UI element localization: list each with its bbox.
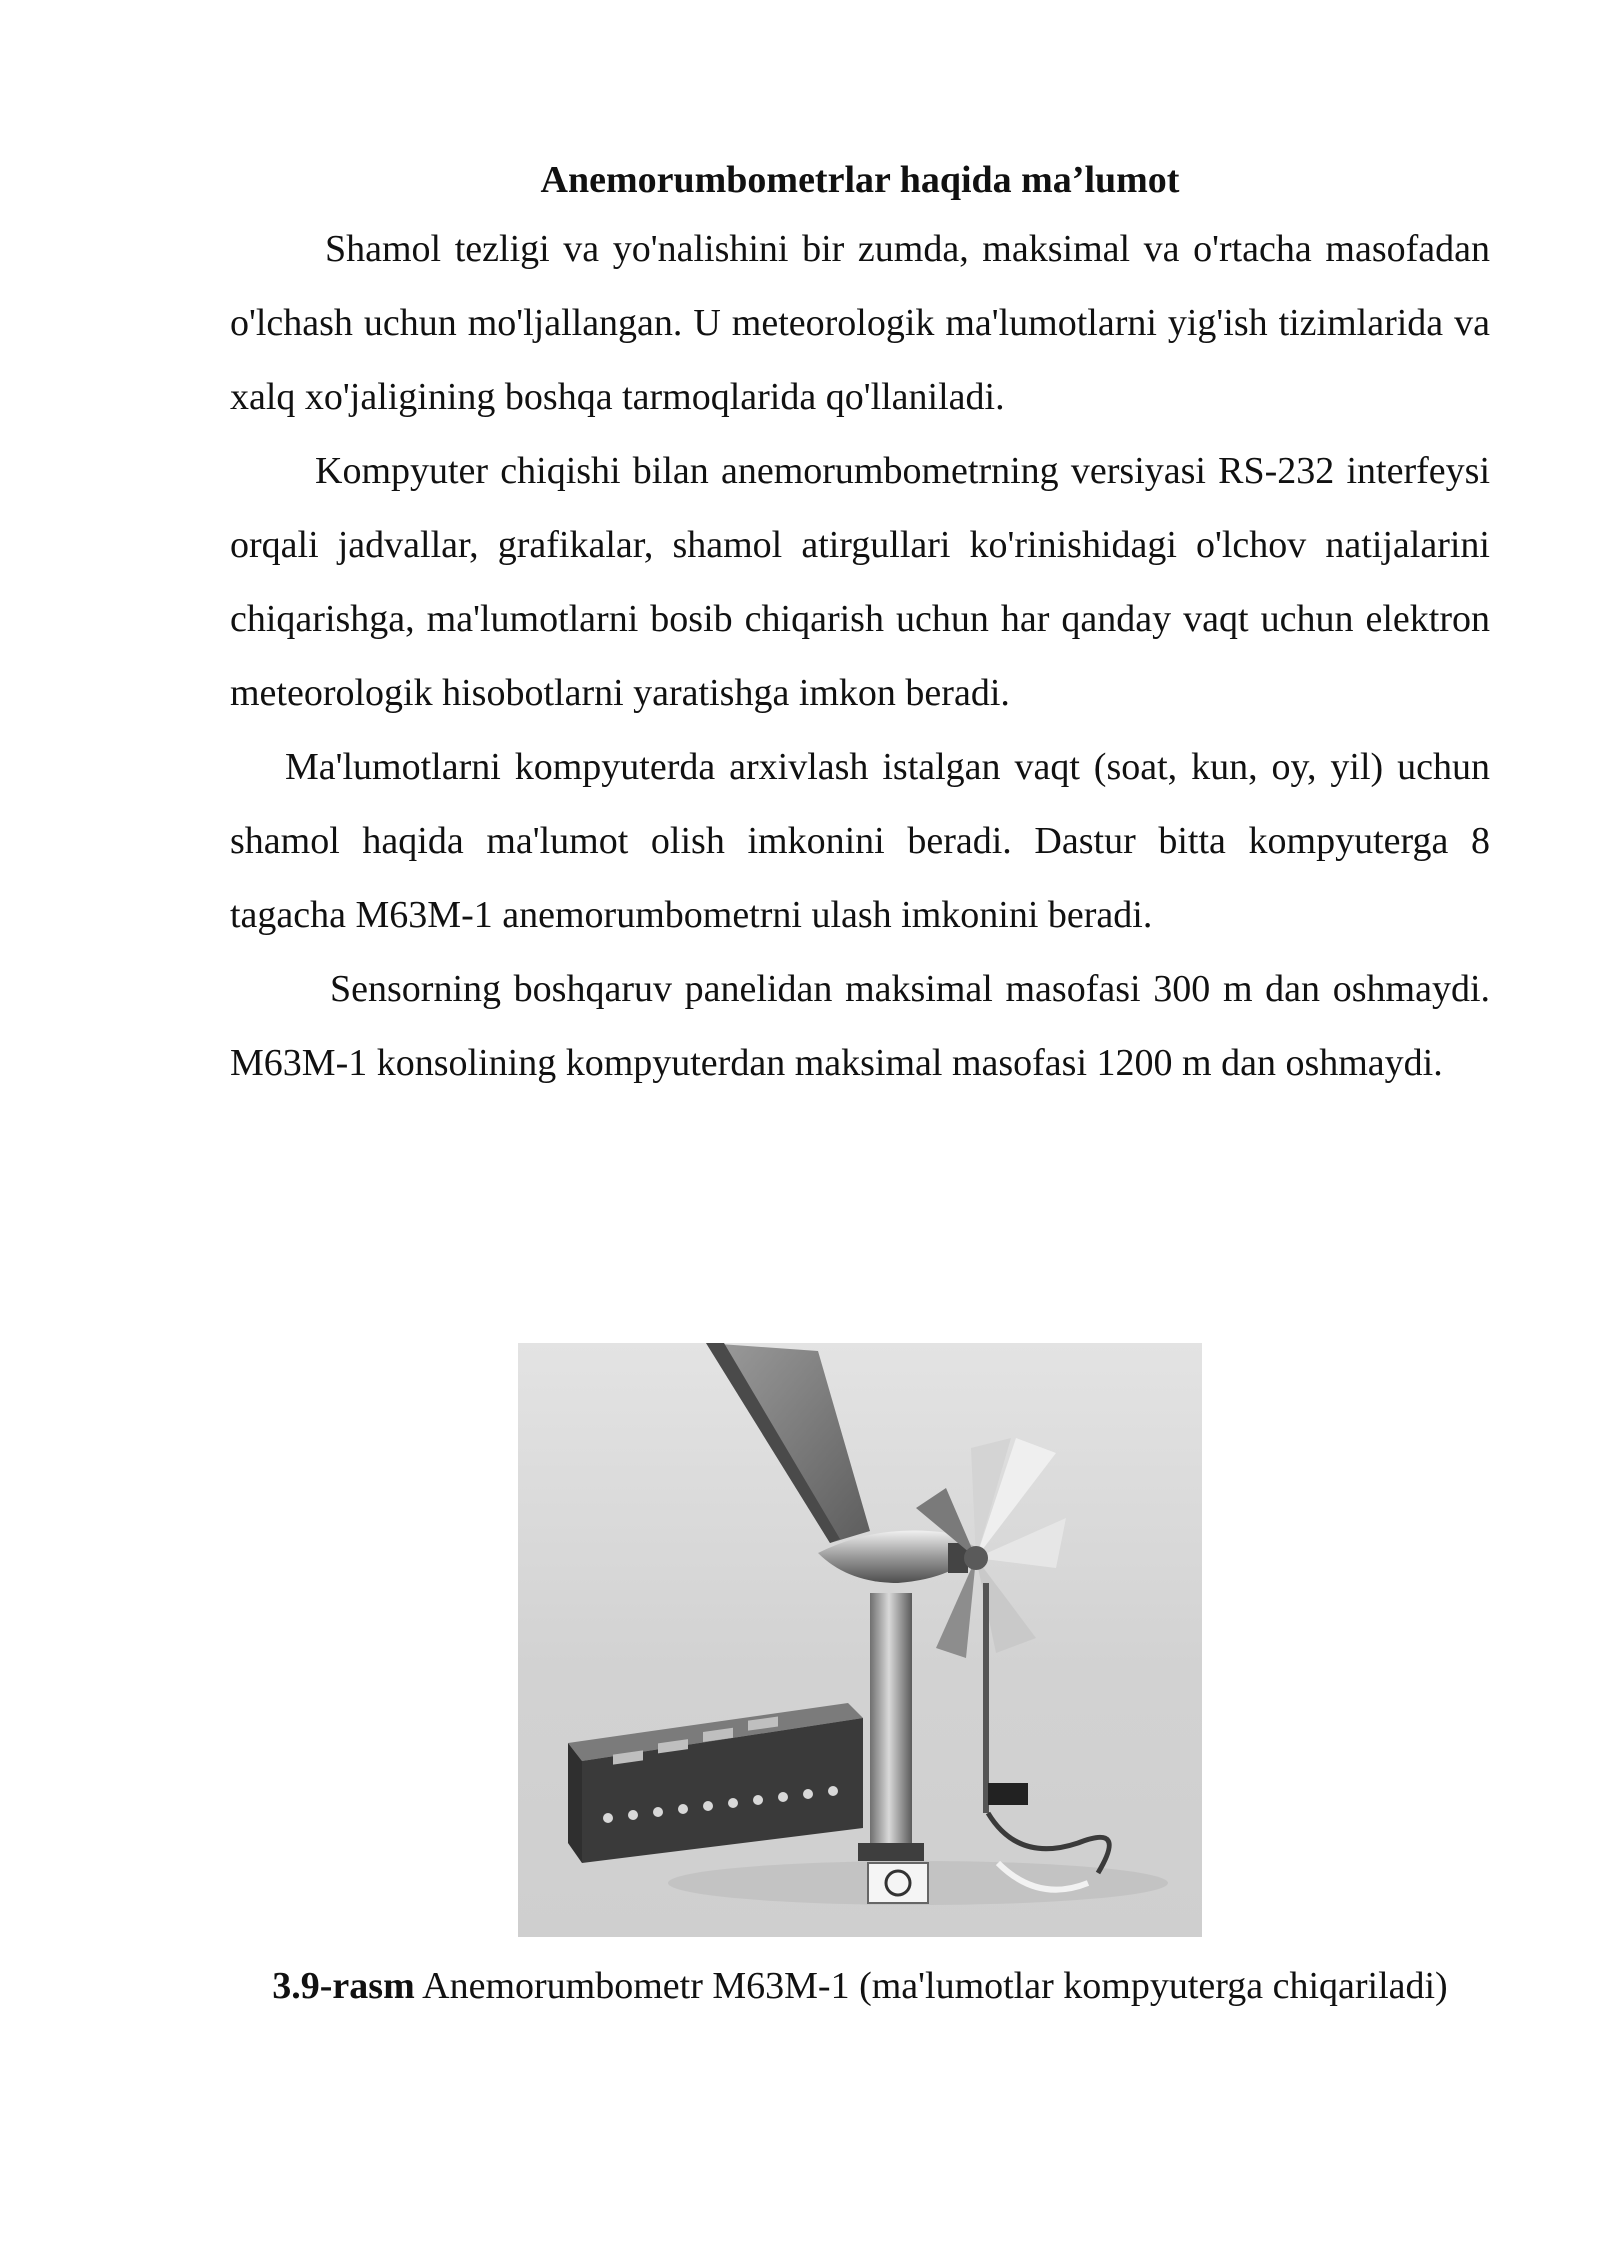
document-title: Anemorumbometrlar haqida ma’lumot	[540, 159, 1180, 201]
figure-caption-text: Anemorumbometr M63M-1 (ma'lumotlar kompyuterga chiqariladi)	[414, 1965, 1448, 2007]
anemorumbometer-illustration	[518, 1343, 1202, 1937]
figure-caption	[230, 1950, 1490, 2022]
paragraph-3: Ma'lumotlarni kompyuterda arxivlash istalgan vaqt (soat, kun, oy, yil) uchun shamol haqida ma'lumot olish imkonini beradi. Dastur bitta kompyuterga 8 tagacha M63M-1 anemorumbometrni ulash imkonini beradi.	[230, 746, 1490, 936]
anemorumbometer-photo	[518, 1343, 1202, 1937]
paragraph-2: Kompyuter chiqishi bilan anemorumbometrning versiyasi RS-232 interfeysi orqali jadvallar, grafikalar, shamol atirgullari ko'rinishidagi o'lchov natijalarini chiqarishga, ma'lumotlarni bosib chiqarish uchun har qanday vaqt uchun elektron meteorologik hisobotlarni yaratishga imkon beradi.	[230, 450, 1490, 714]
paragraph-1: Shamol tezligi va yo'nalishini bir zumda, maksimal va o'rtacha masofadan o'lchash uchun mo'ljallangan. U meteorologik ma'lumotlarni yig'ish tizimlarida va xalq xo'jaligining boshqa tarmoqlarida qo'llaniladi.	[230, 228, 1490, 418]
small-connector	[988, 1783, 1028, 1805]
paragraph-4: Sensorning boshqaruv panelidan maksimal masofasi 300 m dan oshmaydi. M63M-1 konsolining kompyuterdan maksimal masofasi 1200 m dan oshmaydi.	[230, 968, 1490, 1084]
figure-caption-label: 3.9-rasm	[272, 1965, 415, 2007]
mast	[870, 1593, 912, 1853]
document-body	[230, 150, 1490, 1100]
control-console	[568, 1703, 863, 1863]
